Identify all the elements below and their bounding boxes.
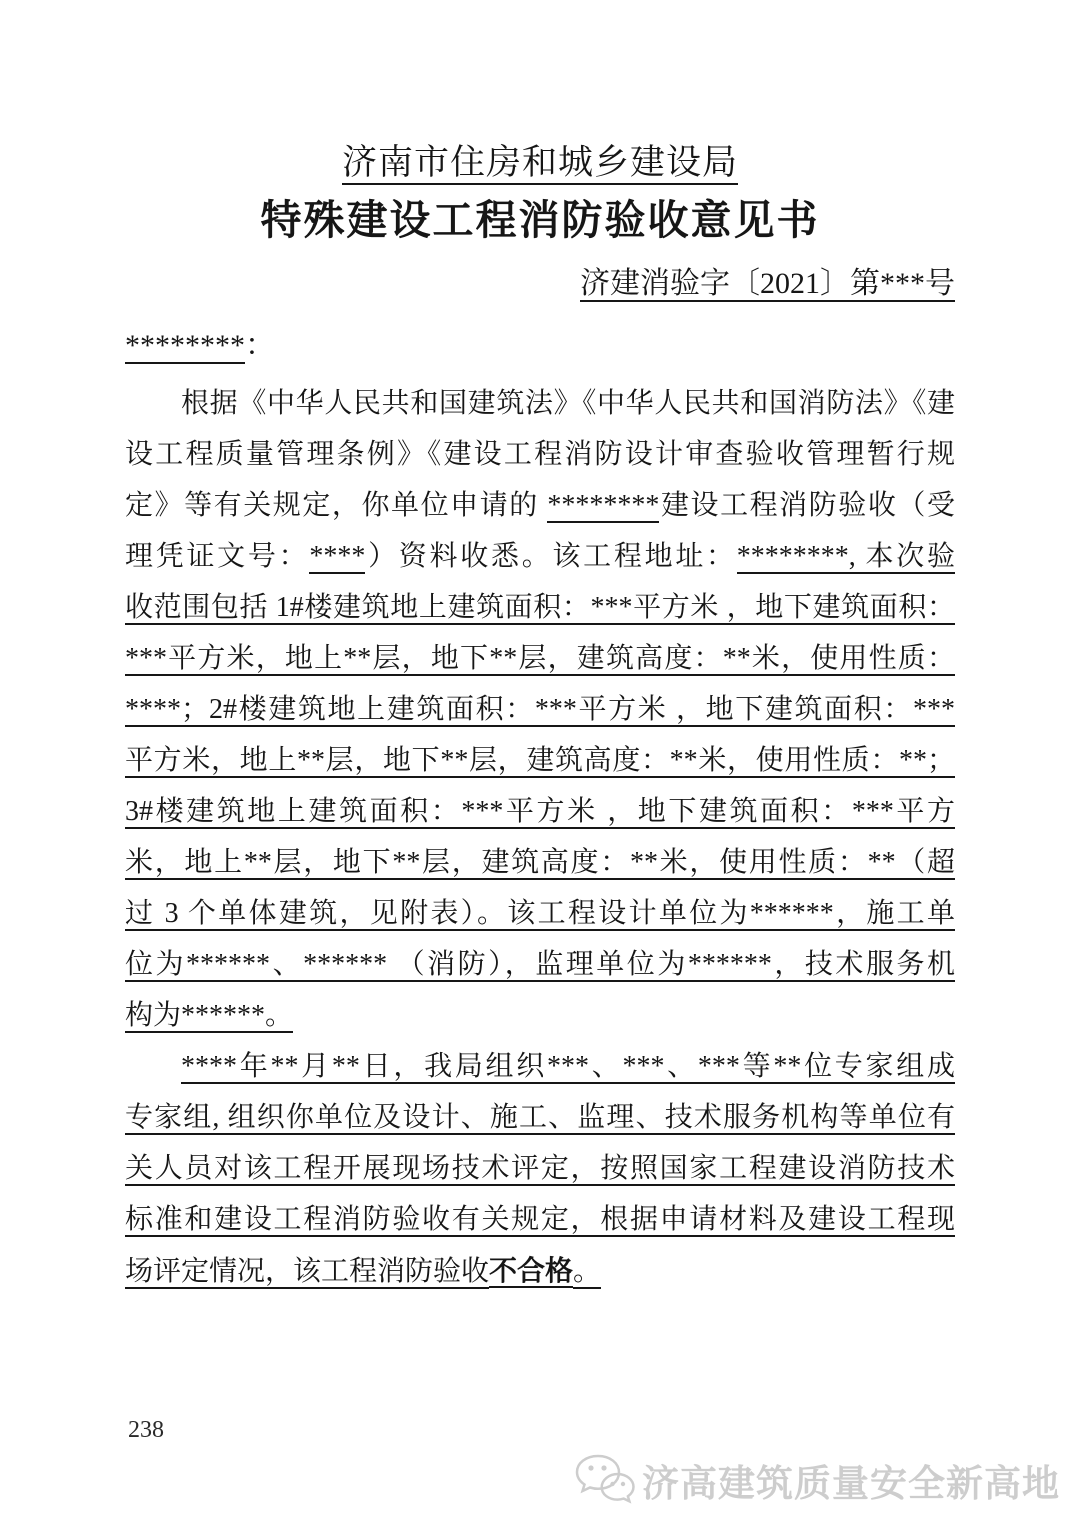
document-body — [125, 378, 955, 1296]
text-segment: 位为******、****** （消防），监理单位为******，技术服务机 — [125, 949, 955, 980]
text-segment: 过 3 个单体建筑，见附表）。该工程设计单位为******，施工单 — [125, 898, 955, 929]
text-segment: 米，地上**层，地下**层，建筑高度：**米，使用性质：**（超 — [125, 847, 955, 878]
text-line — [125, 939, 955, 990]
text-line — [125, 786, 955, 837]
text-line — [125, 684, 955, 735]
text-segment: ***平方米，地上**层，地下**层，建筑高度：**米，使用性质： — [125, 643, 955, 674]
text-line — [125, 1041, 955, 1092]
text-segment: 。 — [573, 1256, 602, 1287]
text-line — [125, 735, 955, 786]
watermark — [574, 1452, 1060, 1508]
text-segment: 设工程质量管理条例》《建设工程消防设计审查验收管理暂行规 — [125, 439, 955, 470]
paragraph — [125, 1041, 955, 1296]
text-line — [125, 1092, 955, 1143]
verdict-text: 不合格 — [489, 1255, 574, 1286]
document-content — [125, 0, 955, 1296]
text-line — [125, 837, 955, 888]
text-segment: 场评定情况，该工程消防验收 — [125, 1256, 490, 1287]
text-line — [125, 1194, 955, 1245]
text-segment: **** — [309, 541, 366, 572]
addressee-line — [125, 324, 955, 368]
text-segment: 收范围包括 1#楼建筑地上建筑面积：***平方米 ，地下建筑面积： — [125, 592, 955, 623]
text-line — [125, 1245, 955, 1296]
text-line — [125, 531, 955, 582]
text-segment: ****年**月**日，我局组织***、***、***等**位专家组成 — [181, 1051, 955, 1082]
text-line — [125, 1143, 955, 1194]
text-segment: 关人员对该工程开展现场技术评定，按照国家工程建设消防技术 — [125, 1153, 955, 1184]
page-number: 238 — [128, 1417, 164, 1443]
text-segment: 平方米，地上**层，地下**层，建筑高度：**米，使用性质：**； — [125, 745, 955, 776]
wechat-icon — [574, 1452, 636, 1508]
text-segment: ****；2#楼建筑地上建筑面积：***平方米 ，地下建筑面积：*** — [125, 694, 955, 725]
text-segment: 理凭证文号： — [125, 541, 310, 572]
text-segment: ）资料收悉。该工程地址： — [365, 541, 737, 572]
document-title: 特殊建设工程消防验收意见书 — [260, 197, 820, 243]
reference-number-line — [125, 262, 955, 306]
text-line — [125, 990, 955, 1041]
text-line — [125, 378, 955, 429]
agency-title-text: 济南市住房和城乡建设局 — [342, 143, 738, 185]
agency-title — [125, 140, 955, 186]
text-segment: ********, 本次验 — [736, 541, 955, 572]
text-segment: 标准和建设工程消防验收有关规定，根据申请材料及建设工程现 — [125, 1204, 955, 1235]
text-segment: 专家组, 组织你单位及设计、施工、监理、技术服务机构等单位有 — [125, 1102, 955, 1133]
text-segment: 构为******。 — [125, 1000, 294, 1031]
text-line — [125, 888, 955, 939]
text-segment: 3#楼建筑地上建筑面积：***平方米 ，地下建筑面积：***平方 — [125, 796, 955, 827]
text-segment: 建设工程消防验收（受 — [659, 490, 955, 521]
text-line — [125, 633, 955, 684]
text-line — [125, 429, 955, 480]
text-line — [125, 582, 955, 633]
addressee-colon: ： — [245, 329, 275, 362]
text-segment: ******** — [547, 490, 660, 521]
watermark-text: 济高建筑质量安全新高地 — [642, 1463, 1060, 1504]
addressee-name: ******** — [125, 329, 245, 362]
reference-number-text: 济建消验字〔2021〕第***号 — [580, 267, 955, 300]
text-line — [125, 480, 955, 531]
paragraph — [125, 378, 955, 1041]
text-segment: 定》等有关规定，你单位申请的 — [125, 490, 548, 521]
text-segment: 根据《中华人民共和国建筑法》《中华人民共和国消防法》《建 — [181, 388, 955, 419]
